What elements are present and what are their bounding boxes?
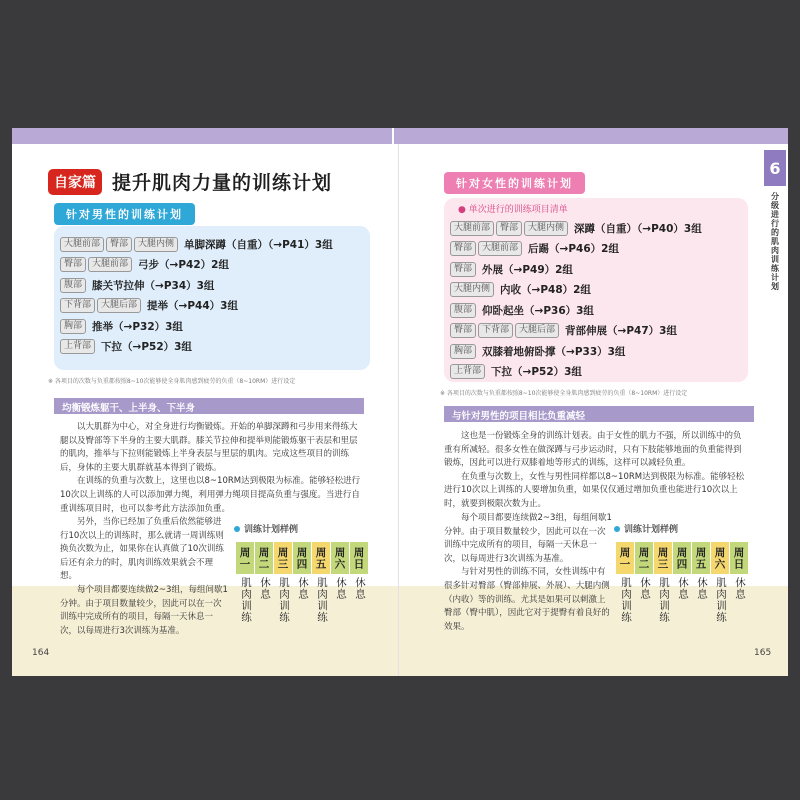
schedule-day: 周日 [350,542,368,574]
paragraph: 这也是一份锻炼全身的训练计划表。由于女性的肌力不强，所以训练中的负重有所减轻。很多女性在做深蹲与弓步运动时，只有下肢能够地面的负重能得到锻炼，因此可以进行双膝着地等形式的训练，这样可以减轻负重。 [444,431,742,469]
schedule-day: 周四 [293,542,311,574]
exercise-row [450,218,742,239]
exercise-row [450,239,742,260]
exercise-text: 推举（→P32）3组 [92,320,183,333]
muscle-tag: 腹部 [60,278,86,293]
exercise-row [450,280,742,301]
exercise-row [60,234,364,255]
exercise-row [450,362,742,383]
paragraph: 另外，当你已经加了负重后依然能够进行10次以上的训练时，那么就请一周训练则换负次数为止，如果你在认真做了10次训练后还有余力的时，肌肉训练效果就会不理想。 [60,517,224,582]
chapter-side-tab [764,150,786,390]
muscle-tag: 大腿前部 [60,237,104,252]
schedule-activity: 肌肉训练 [620,577,632,623]
muscle-tag: 下背部 [60,298,95,313]
schedule-day: 周日 [730,542,748,574]
men-exercise-list [60,234,364,357]
muscle-tag: 大腿前部 [450,221,494,236]
paragraph: 与针对男性的训练不同，女性训练中有很多针对臀部（臀部伸展、外展）、大腿内侧（内收）等的训练。尤其是如果可以刺激上臀部（臀中肌），因此它对于提臀有着良好的效果。 [444,567,610,632]
home-badge: 自家篇 [48,169,102,195]
schedule-column [255,542,273,623]
page-number-right: 165 [754,648,772,658]
exercise-text: 单脚深蹲（自重）（→P41）3组 [184,238,333,251]
exercise-text: 双膝着地俯卧撑（→P33）3组 [482,345,626,358]
schedule-column [730,542,748,623]
muscle-tag: 胸部 [60,319,86,334]
exercise-text: 弓步（→P42）2组 [138,259,229,272]
schedule-title-text: 训练计划样例 [624,525,679,535]
muscle-tag: 臀部 [106,237,132,252]
schedule-activity: 肌肉训练 [278,577,290,623]
exercise-row [450,321,742,342]
muscle-tag: 臀部 [496,221,522,236]
muscle-tag: 臀部 [60,257,86,272]
schedule-activity: 休息 [297,577,309,600]
schedule-column [673,542,691,623]
exercise-text: 仰卧起坐（→P36）3组 [482,304,594,317]
schedule-column [293,542,311,623]
women-schedule-title [614,522,678,535]
women-exercise-list [450,218,742,382]
schedule-day: 周一 [616,542,634,574]
muscle-tag: 腹部 [450,303,476,318]
schedule-activity: 肌肉训练 [316,577,328,623]
muscle-tag: 大腿前部 [88,257,132,272]
exercise-row [60,337,364,358]
exercise-text: 背部伸展（→P47）3组 [565,325,677,338]
women-plan-note: ※ 各项目的次数与负重都按照8~10次能够使全身肌肉感到疲劳的负重（8~10RM）进行设定 [440,390,688,397]
schedule-activity: 休息 [639,577,651,600]
gutter [398,144,399,676]
exercise-row [60,316,364,337]
page-title-row [48,168,332,195]
schedule-day: 周六 [711,542,729,574]
exercise-text: 内收（→P48）2组 [500,284,591,297]
exercise-text: 后踢（→P46）2组 [528,243,619,256]
bullet-dot-icon [614,526,620,532]
women-section-heading: 与针对男性的项目相比负重减轻 [444,406,754,422]
schedule-activity: 肌肉训练 [240,577,252,623]
chapter-label: 分级进行的肌肉训练计划 [770,192,780,291]
schedule-day: 周二 [635,542,653,574]
women-plan-pill: 针对女性的训练计划 [444,172,585,194]
women-plan-box [444,198,748,382]
schedule-column [350,542,368,623]
exercise-row [450,300,742,321]
men-schedule-table [236,542,369,623]
men-section-heading: 均衡锻炼躯干、上半身、下半身 [54,398,364,414]
muscle-tag: 大腿前部 [478,241,522,256]
muscle-tag: 臀部 [450,323,476,338]
schedule-day: 周四 [673,542,691,574]
schedule-activity: 休息 [259,577,271,600]
schedule-day: 周二 [255,542,273,574]
paragraph: 在负重与次数上，女性与男性同样都以8~10RM达到极限为标准。能够轻松进行10次以上训练的人要增加负重，如果仅仅通过增加负重也能进行10次以上时，就要到极限次数为止。 [444,471,745,509]
men-schedule-title [234,522,298,535]
exercise-text: 深蹲（自重）（→P40）3组 [574,222,702,235]
schedule-column [331,542,349,623]
exercise-text: 下拉（→P52）3组 [101,341,192,354]
men-plan-note: ※ 各项目的次数与负重都按照8~10次能够使全身肌肉感到疲劳的负重（8~10RM）进行设定 [48,378,296,385]
paragraph: 在训练的负重与次数上，这里也以8~10RM达到极限为标准。能够轻松进行10次以上训练的人可以添加弹力绳，利用弹力绳项目提高负重与强度。当进行自重训练项目时，也可以参考此方法添加负重。 [60,476,361,514]
schedule-day: 周五 [692,542,710,574]
schedule-day: 周六 [331,542,349,574]
schedule-column [312,542,330,623]
schedule-activity: 休息 [696,577,708,600]
exercise-text: 膝关节拉伸（→P34）3组 [92,279,215,292]
page-number-left: 164 [32,648,50,658]
muscle-tag: 上背部 [60,339,95,354]
muscle-tag: 大腿内侧 [134,237,178,252]
exercise-text: 下拉（→P52）3组 [491,366,582,379]
exercise-row [450,341,742,362]
schedule-day: 周一 [236,542,254,574]
schedule-column [616,542,634,623]
schedule-activity: 休息 [677,577,689,600]
chapter-number-box [764,150,786,186]
muscle-tag: 大腿后部 [97,298,141,313]
schedule-column [236,542,254,623]
women-body-part2 [444,512,612,634]
muscle-tag: 大腿后部 [515,323,559,338]
schedule-title-text: 训练计划样例 [244,525,299,535]
women-list-heading: ● 单次进行的训练项目清单 [458,205,568,215]
men-plan-box [54,226,370,370]
paragraph: 以大肌群为中心，对全身进行均衡锻炼。开始的单脚深蹲和弓步用来得练大腿以及臀部等下半身的主要大肌群。膝关节拉伸和提举则能锻炼躯干表层和里层的肌肉，推举与下拉则能锻炼上半身表层与里层的肌肉。完成这些项目的训练后，身体的主要大肌群就基本得到了锻炼。 [60,422,358,473]
exercise-row [60,296,364,317]
schedule-column [654,542,672,623]
exercise-text: 提举（→P44）3组 [147,300,238,313]
men-body-part2 [60,516,228,638]
schedule-activity: 休息 [734,577,746,600]
muscle-tag: 下背部 [478,323,513,338]
paragraph: 每个项目都要连续做2~3组，每组间歇1分钟。由于项目数量较少，因此可以在一次训练中完成所有的项目，每隔一天休息一次，以每周进行3次训练为基准。 [60,584,228,636]
exercise-row [60,255,364,276]
muscle-tag: 臀部 [450,262,476,277]
schedule-activity: 休息 [354,577,366,600]
bullet-dot-icon [234,526,240,532]
schedule-column [274,542,292,623]
schedule-activity: 肌肉训练 [658,577,670,623]
chapter-number: 6 [769,158,781,178]
schedule-activity: 休息 [335,577,347,600]
schedule-day: 周三 [654,542,672,574]
exercise-text: 外展（→P49）2组 [482,263,573,276]
muscle-tag: 胸部 [450,344,476,359]
men-body-part1 [60,421,364,516]
schedule-day: 周五 [312,542,330,574]
page-title: 提升肌肉力量的训练计划 [112,172,333,194]
exercise-row [60,275,364,296]
women-body-part1 [444,430,748,512]
paragraph: 每个项目都要连续做2~3组，每组间歇1分钟。由于项目数量较少，因此可以在一次训练中完成所有的项目，每隔一天休息一次，以每周进行3次训练为基准。 [444,513,612,564]
exercise-row [450,259,742,280]
top-band [12,128,788,144]
women-schedule-table [616,542,749,623]
schedule-column [635,542,653,623]
schedule-day: 周三 [274,542,292,574]
muscle-tag: 臀部 [450,241,476,256]
schedule-activity: 肌肉训练 [715,577,727,623]
muscle-tag: 大腿内侧 [524,221,568,236]
men-plan-pill: 针对男性的训练计划 [54,203,195,225]
muscle-tag: 上背部 [450,364,485,379]
muscle-tag: 大腿内侧 [450,282,494,297]
schedule-column [692,542,710,623]
schedule-column [711,542,729,623]
book-spread [12,128,788,676]
